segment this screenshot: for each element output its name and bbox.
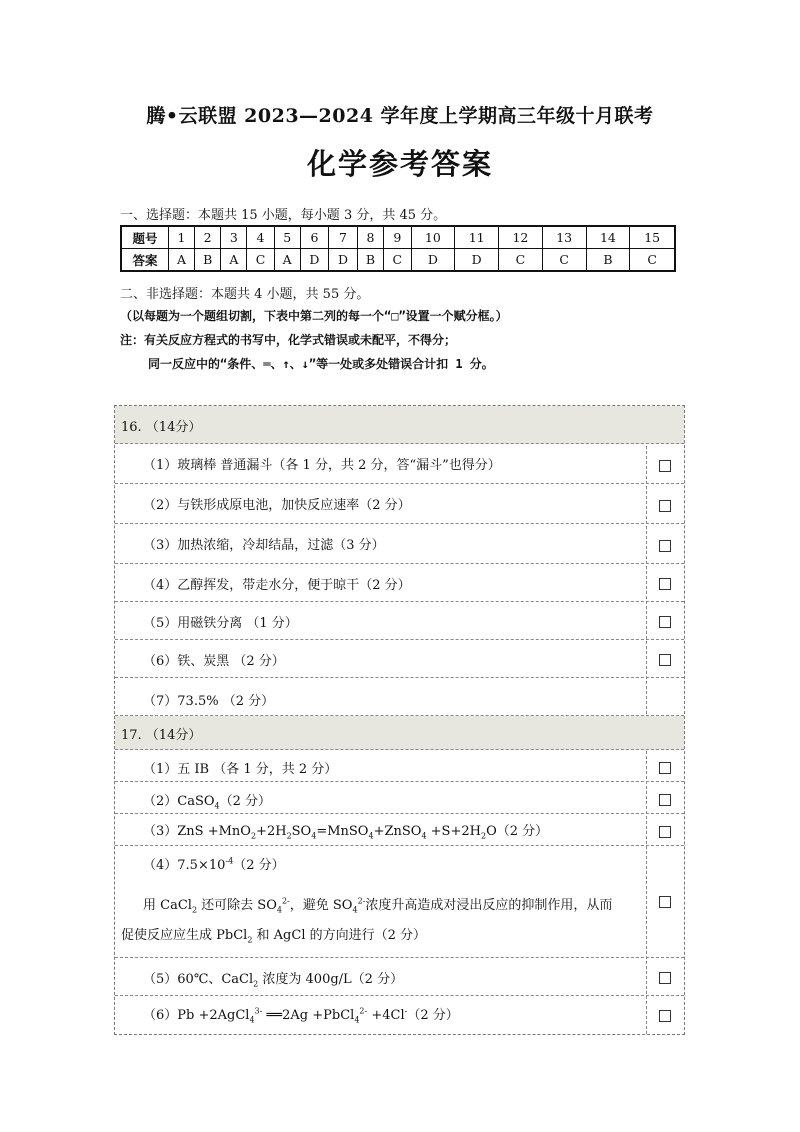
score-checkbox[interactable] — [659, 826, 671, 838]
list-item — [115, 750, 684, 782]
score-checkbox[interactable] — [659, 616, 671, 628]
table-cell: 8 — [357, 226, 383, 249]
table-cell: 10 — [411, 226, 455, 249]
q16-item-2: （2）与铁形成原电池，加快反应速率（2 分） — [143, 498, 411, 513]
q17-item-4-explanation-line1: 用 CaCl$_2$ 还可除去 $SO_4^{2-}$，避免 $SO_4^{2-}$浓度升高造成对浸出反应的抑制作用，从而 — [143, 896, 613, 915]
q16-header: 16. （14分） — [121, 420, 202, 435]
q16-item-3: （3）加热浓缩，冷却结晶，过滤（3 分） — [143, 538, 385, 553]
table-cell: C — [247, 249, 274, 272]
q17-header: 17. （14分） — [121, 728, 202, 743]
q17-item-4: $(4)7.5\times 10^{-4}(2$ 分） — [143, 856, 285, 873]
list-item — [115, 640, 684, 678]
list-item — [115, 846, 684, 958]
list-item — [115, 564, 684, 602]
score-checkbox[interactable] — [659, 460, 671, 472]
score-checkbox[interactable] — [659, 794, 671, 806]
answer-title: 化学参考答案 — [306, 147, 493, 181]
table-cell: A — [221, 249, 247, 272]
table-cell: 14 — [586, 226, 630, 249]
table-cell: 7 — [329, 226, 358, 249]
answer-row — [121, 249, 675, 272]
score-checkbox[interactable] — [659, 654, 671, 666]
table-cell: 9 — [384, 226, 411, 249]
section-1-heading: 一、选择题：本题共 15 小题，每小题 3 分，共 45 分。 — [120, 208, 447, 223]
q17-item-6-equation: （6）Pb +2AgCl$_4^{3-}$ ══2Ag +PbCl$_4^{2-}$ +4Cl-（2 分） — [143, 1006, 459, 1025]
table-cell: 2 — [194, 226, 220, 249]
grading-note-1: （以每题为一个题组切割，下表中第二列的每一个“□”设置一个赋分框。） — [120, 309, 508, 323]
table-cell: A — [274, 249, 300, 272]
question-number-row — [121, 226, 675, 249]
list-item — [115, 814, 684, 846]
section-2-heading: 二、非选择题：本题共 4 小题，共 55 分。 — [120, 287, 370, 302]
q17-item-5: （5）60℃、CaCl$_2$ 浓度为 400g/L（2 分） — [143, 972, 404, 989]
score-checkbox[interactable] — [659, 972, 671, 984]
exam-title: 腾•云联盟 2023—2024 学年度上学期高三年级十月联考 — [146, 105, 654, 127]
table-cell: 12 — [499, 226, 543, 249]
table-cell: 13 — [542, 226, 586, 249]
table-cell: 15 — [630, 226, 675, 249]
grading-note-3: 同一反应中的“条件、═、↑、↓”等一处或多处错误合计扣 1 分。 — [148, 357, 494, 371]
table-cell: D — [300, 249, 329, 272]
q16-item-6: （6）铁、炭黑 （2 分） — [143, 654, 285, 669]
q17-item-2: （2）CaSO$_4$（2 分） — [143, 794, 272, 811]
table-cell: 5 — [274, 226, 300, 249]
answer-grid-panel — [114, 405, 685, 1035]
table-cell: D — [329, 249, 358, 272]
q16-header-row — [115, 406, 684, 444]
table-cell: B — [357, 249, 383, 272]
table-cell: 6 — [300, 226, 329, 249]
list-item — [115, 958, 684, 996]
score-checkbox[interactable] — [659, 762, 671, 774]
q17-item-3-equation: $(3)ZnS +MnO_2+2H_2SO_4=MnSO_4+ZnSO_4 +S+2H_2O(2$ 分） — [143, 824, 549, 841]
score-checkbox[interactable] — [659, 540, 671, 552]
list-item — [115, 678, 684, 716]
list-item — [115, 524, 684, 564]
table-cell: D — [455, 249, 499, 272]
list-item — [115, 602, 684, 640]
q17-header-row — [115, 716, 684, 750]
table-cell: 11 — [455, 226, 499, 249]
table-cell: D — [411, 249, 455, 272]
row-label-number: 题号 — [121, 226, 169, 249]
table-cell: C — [384, 249, 411, 272]
score-checkbox[interactable] — [659, 500, 671, 512]
list-item — [115, 782, 684, 814]
score-checkbox[interactable] — [659, 896, 671, 908]
list-item — [115, 996, 684, 1034]
table-cell: B — [194, 249, 220, 272]
table-cell: A — [169, 249, 195, 272]
q16-item-4: （4）乙醇挥发，带走水分，便于晾干（2 分） — [143, 578, 411, 593]
table-cell: C — [630, 249, 675, 272]
score-checkbox[interactable] — [659, 578, 671, 590]
q16-item-1: （1）玻璃棒 普通漏斗（各 1 分，共 2 分，答“漏斗”也得分） — [143, 458, 501, 473]
q17-item-1: （1）五 IB （各 1 分，共 2 分） — [143, 762, 338, 777]
q16-item-5: （5）用磁铁分离 （1 分） — [143, 616, 298, 631]
score-checkbox[interactable] — [659, 1010, 671, 1022]
list-item — [115, 444, 684, 484]
row-label-answer: 答案 — [121, 249, 169, 272]
list-item — [115, 484, 684, 524]
table-cell: B — [586, 249, 630, 272]
multiple-choice-answer-table — [120, 225, 676, 272]
table-cell: C — [499, 249, 543, 272]
q17-item-4-explanation-line2: 促使反应应生成 PbCl$_2$ 和 AgCl 的方向进行（2 分） — [121, 928, 427, 945]
table-cell: 3 — [221, 226, 247, 249]
q16-item-7: （7）73.5% （2 分） — [143, 694, 275, 709]
table-cell: 4 — [247, 226, 274, 249]
table-cell: 1 — [169, 226, 195, 249]
table-cell: C — [542, 249, 586, 272]
grading-note-2: 注：有关反应方程式的书写中，化学式错误或未配平，不得分； — [120, 333, 457, 347]
